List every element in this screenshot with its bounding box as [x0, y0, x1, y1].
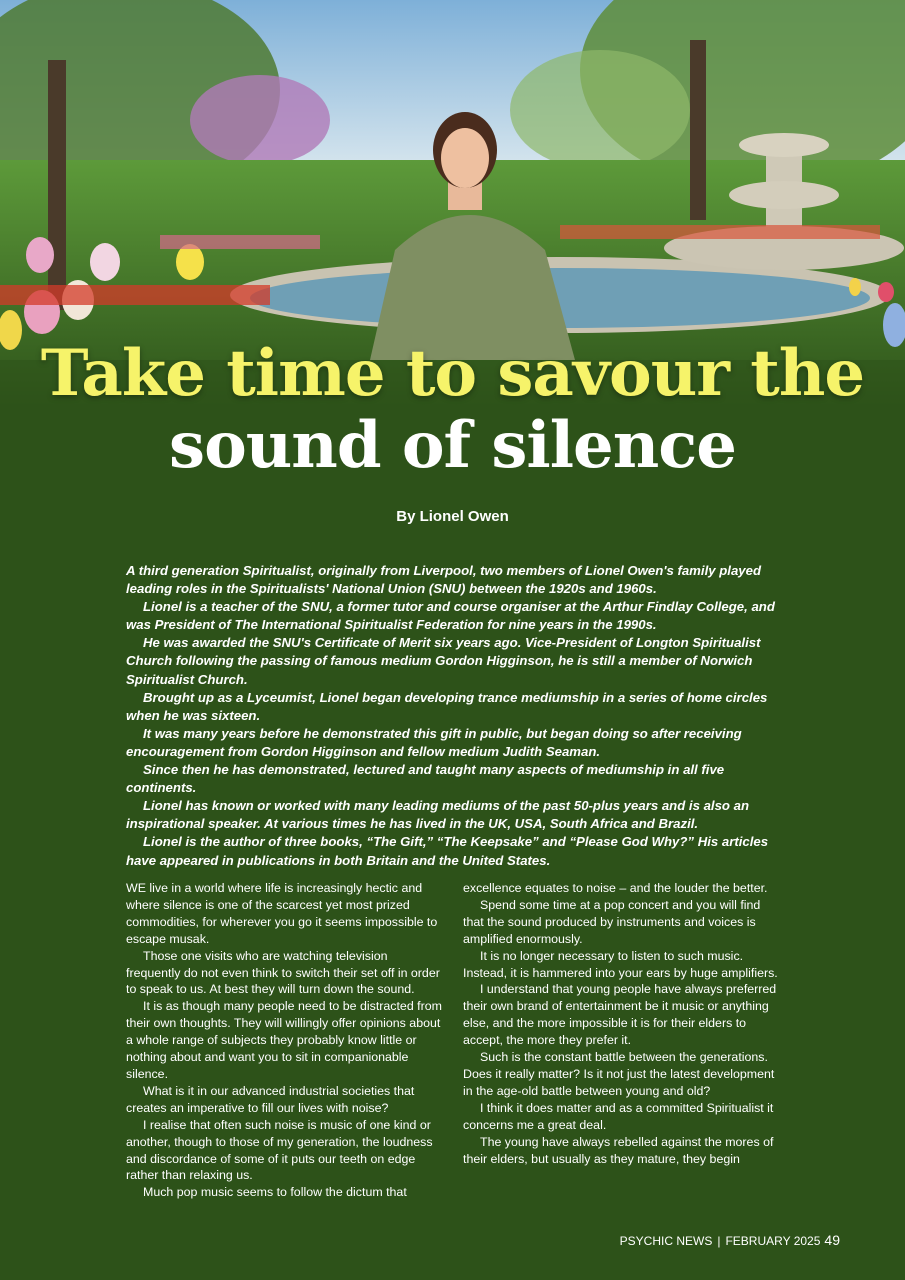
body-paragraph: I think it does matter and as a committed Spiritualist it concerns me a great deal.: [463, 1100, 774, 1132]
intro-paragraph: Lionel is a teacher of the SNU, a former tutor and course organiser at the Arthur Findlay College, and was President of The International Spiritualist Federation for nine years in the 1990s.: [126, 599, 775, 633]
intro-paragraph: Lionel is the author of three books, “The Gift,” “The Keepsake” and “Please God Why?” His articles have appeared in publications in both Britain and the United States.: [126, 834, 769, 868]
intro-paragraph: It was many years before he demonstrated this gift in public, but began doing so after receiving encouragement from Gordon Higginson and fellow medium Judith Seaman.: [126, 725, 742, 759]
page-footer: [580, 1232, 840, 1248]
body-column-right: [463, 880, 781, 1167]
body-paragraph: Spend some time at a pop concert and you will find that the sound produced by instruments and voices is amplified enormously.: [463, 897, 761, 946]
intro-paragraph: He was awarded the SNU's Certificate of Merit six years ago. Vice-President of Longton Spiritualist Church following the passing of famous medium Gordon Higginson, he is still a member of Norwich Spiritualist Church.: [126, 635, 761, 687]
intro-paragraph: Brought up as a Lyceumist, Lionel began developing trance mediumship in a series of home circles when he was sixteen.: [126, 689, 768, 723]
body-paragraph: I realise that often such noise is music of one kind or another, though to those of my generation, the loudness and discordance of some of it puts our teeth on edge rather than relaxing us.: [126, 1117, 433, 1183]
body-paragraph: Those one visits who are watching television frequently do not even think to switch their set off in order to speak to us. At best they will turn down the sound.: [126, 948, 440, 997]
footer-separator: |: [717, 1234, 721, 1248]
intro-paragraph: Lionel has known or worked with many leading mediums of the past 50-plus years and is also an inspirational speaker. At various times he has lived in the UK, USA, South Africa and Brazil.: [126, 798, 750, 832]
article-title-line-1: Take time to savour the: [40, 336, 865, 411]
body-paragraph: Much pop music seems to follow the dictum that: [143, 1185, 407, 1200]
body-paragraph: The young have always rebelled against the mores of their elders, but usually as they mature, they begin: [463, 1134, 774, 1166]
intro-paragraph: A third generation Spiritualist, originally from Liverpool, two members of Lionel Owen's family played leading roles in the Spiritualists' National Union (SNU) between the 1920s and 1960s.: [126, 563, 762, 597]
body-paragraph: I understand that young people have always preferred their own brand of entertainment be it music or anything else, and the more impossible it is for their elders to accept, the more they prefer it.: [463, 982, 777, 1048]
body-paragraph: excellence equates to noise – and the louder the better.: [463, 881, 768, 895]
byline: By Lionel Owen: [396, 508, 509, 525]
issue-date: FEBRUARY 2025: [725, 1234, 821, 1248]
body-paragraph: WE live in a world where life is increasingly hectic and where silence is one of the scarcest yet most prized commodities, for wherever you go it seems impossible to escape musak.: [126, 881, 438, 946]
publication-name: PSYCHIC NEWS: [619, 1234, 713, 1248]
body-column-left: [126, 880, 444, 1201]
body-paragraph: It is no longer necessary to listen to such music. Instead, it is hammered into your ears by huge amplifiers.: [463, 948, 778, 980]
page-number: 49: [824, 1232, 840, 1248]
article-title-line-2: sound of silence: [169, 408, 736, 483]
author-intro: [126, 562, 776, 870]
body-paragraph: Such is the constant battle between the generations. Does it really matter? Is it not just the latest development in the age-old battle between young and old?: [463, 1050, 775, 1098]
body-paragraph: What is it in our advanced industrial societies that creates an imperative to fill our lives with noise?: [126, 1083, 415, 1115]
body-paragraph: It is as though many people need to be distracted from their own thoughts. They will willingly offer opinions about a whole range of subjects they probably know little or nothing about and want you to sit in companionable silence.: [126, 999, 442, 1081]
intro-paragraph: Since then he has demonstrated, lectured and taught many aspects of mediumship in all five continents.: [126, 762, 725, 796]
